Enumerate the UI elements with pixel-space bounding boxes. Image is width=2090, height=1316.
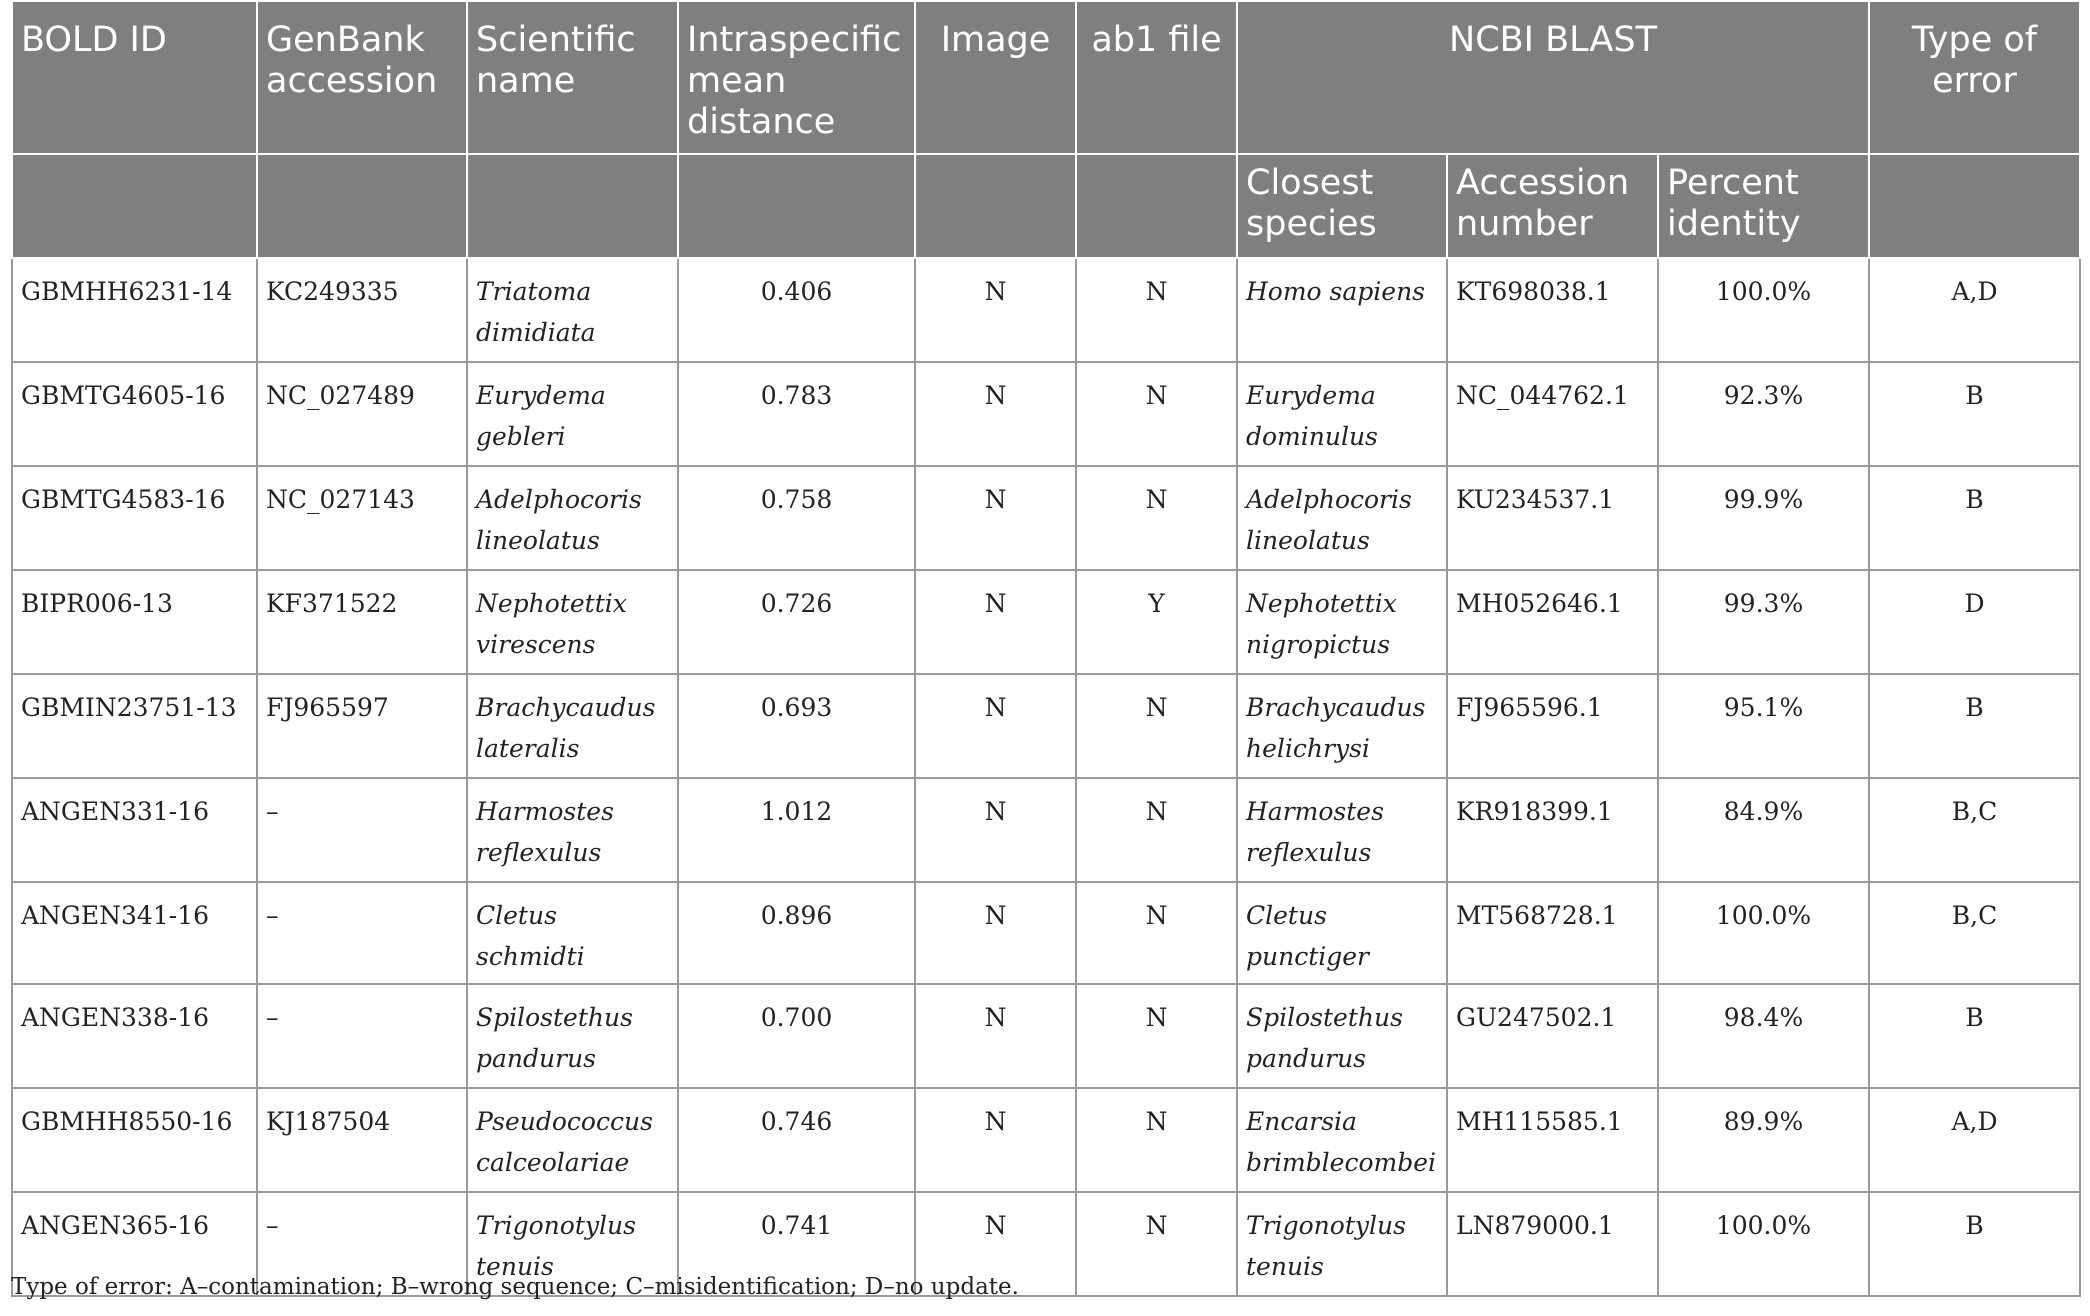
cell-closest-species: Harmostes reflexulus	[1237, 778, 1447, 882]
cell-ab1: N	[1076, 362, 1237, 466]
table-row	[12, 984, 2080, 1088]
cell-closest-species: Encarsia brimblecombei	[1237, 1088, 1447, 1192]
cell-error-type: B	[1869, 674, 2080, 778]
cell-distance: 1.012	[678, 778, 915, 882]
cell-bold-id: GBMTG4605-16	[12, 362, 257, 466]
cell-accession: MH052646.1	[1447, 570, 1658, 674]
cell-genbank: KC249335	[257, 258, 467, 362]
cell-distance: 0.406	[678, 258, 915, 362]
cell-error-type: B	[1869, 1192, 2080, 1296]
cell-accession: KR918399.1	[1447, 778, 1658, 882]
header-empty	[915, 154, 1076, 258]
cell-ab1: N	[1076, 1088, 1237, 1192]
cell-genbank: –	[257, 984, 467, 1088]
table-footnote: Type of error: A–contamination; B–wrong sequence; C–misidentification; D–no update.	[11, 1274, 1019, 1300]
cell-accession: GU247502.1	[1447, 984, 1658, 1088]
cell-accession: FJ965596.1	[1447, 674, 1658, 778]
cell-percent: 84.9%	[1658, 778, 1869, 882]
table-row	[12, 570, 2080, 674]
table-row	[12, 778, 2080, 882]
cell-genbank: –	[257, 1192, 467, 1296]
header-empty	[467, 154, 678, 258]
cell-closest-species: Cletus punctiger	[1237, 882, 1447, 984]
cell-ab1: Y	[1076, 570, 1237, 674]
cell-accession: MT568728.1	[1447, 882, 1658, 984]
data-table-container	[11, 0, 2079, 1297]
cell-error-type: D	[1869, 570, 2080, 674]
header-closest-species: Closest species	[1237, 154, 1447, 258]
cell-distance: 0.896	[678, 882, 915, 984]
cell-closest-species: Brachycaudus helichrysi	[1237, 674, 1447, 778]
cell-scientific-name: Harmostes reflexulus	[467, 778, 678, 882]
cell-bold-id: ANGEN338-16	[12, 984, 257, 1088]
cell-distance: 0.783	[678, 362, 915, 466]
cell-closest-species: Adelphocoris lineolatus	[1237, 466, 1447, 570]
cell-percent: 92.3%	[1658, 362, 1869, 466]
table-header	[12, 1, 2080, 258]
header-scientific-name: Scientific name	[467, 1, 678, 154]
cell-distance: 0.741	[678, 1192, 915, 1296]
header-bold-id: BOLD ID	[12, 1, 257, 154]
cell-genbank: NC_027143	[257, 466, 467, 570]
cell-genbank: FJ965597	[257, 674, 467, 778]
cell-distance: 0.758	[678, 466, 915, 570]
cell-accession: LN879000.1	[1447, 1192, 1658, 1296]
cell-image: N	[915, 674, 1076, 778]
header-accession-number: Accession number	[1447, 154, 1658, 258]
table-row	[12, 882, 2080, 984]
cell-scientific-name: Spilostethus pandurus	[467, 984, 678, 1088]
cell-closest-species: Spilostethus pandurus	[1237, 984, 1447, 1088]
cell-bold-id: GBMHH6231-14	[12, 258, 257, 362]
header-empty	[1076, 154, 1237, 258]
cell-genbank: KF371522	[257, 570, 467, 674]
header-empty	[1869, 154, 2080, 258]
cell-genbank: KJ187504	[257, 1088, 467, 1192]
cell-scientific-name: Nephotettix virescens	[467, 570, 678, 674]
cell-scientific-name: Adelphocoris lineolatus	[467, 466, 678, 570]
cell-ab1: N	[1076, 1192, 1237, 1296]
table-row	[12, 1088, 2080, 1192]
cell-percent: 95.1%	[1658, 674, 1869, 778]
cell-bold-id: ANGEN331-16	[12, 778, 257, 882]
cell-image: N	[915, 984, 1076, 1088]
table-body	[12, 258, 2080, 1296]
cell-percent: 99.9%	[1658, 466, 1869, 570]
cell-scientific-name: Brachycaudus lateralis	[467, 674, 678, 778]
cell-scientific-name: Eurydema gebleri	[467, 362, 678, 466]
cell-bold-id: GBMIN23751-13	[12, 674, 257, 778]
cell-accession: KT698038.1	[1447, 258, 1658, 362]
cell-ab1: N	[1076, 258, 1237, 362]
cell-ab1: N	[1076, 674, 1237, 778]
header-empty	[678, 154, 915, 258]
table-row	[12, 258, 2080, 362]
cell-error-type: B	[1869, 362, 2080, 466]
cell-error-type: B,C	[1869, 778, 2080, 882]
cell-accession: KU234537.1	[1447, 466, 1658, 570]
header-empty	[12, 154, 257, 258]
table-row	[12, 362, 2080, 466]
cell-closest-species: Homo sapiens	[1237, 258, 1447, 362]
cell-scientific-name: Pseudococcus calceolariae	[467, 1088, 678, 1192]
cell-error-type: B	[1869, 984, 2080, 1088]
cell-image: N	[915, 570, 1076, 674]
cell-genbank: –	[257, 778, 467, 882]
cell-ab1: N	[1076, 466, 1237, 570]
cell-closest-species: Eurydema dominulus	[1237, 362, 1447, 466]
cell-distance: 0.693	[678, 674, 915, 778]
cell-bold-id: GBMTG4583-16	[12, 466, 257, 570]
cell-percent: 89.9%	[1658, 1088, 1869, 1192]
cell-image: N	[915, 882, 1076, 984]
header-percent-identity: Percent identity	[1658, 154, 1869, 258]
header-intraspecific: Intraspecific mean distance	[678, 1, 915, 154]
cell-percent: 99.3%	[1658, 570, 1869, 674]
cell-percent: 100.0%	[1658, 1192, 1869, 1296]
cell-distance: 0.746	[678, 1088, 915, 1192]
cell-ab1: N	[1076, 984, 1237, 1088]
cell-image: N	[915, 258, 1076, 362]
cell-error-type: A,D	[1869, 258, 2080, 362]
header-row-1	[12, 1, 2080, 154]
cell-image: N	[915, 362, 1076, 466]
cell-error-type: B	[1869, 466, 2080, 570]
cell-bold-id: BIPR006-13	[12, 570, 257, 674]
header-genbank: GenBank accession	[257, 1, 467, 154]
header-row-2	[12, 154, 2080, 258]
cell-closest-species: Nephotettix nigropictus	[1237, 570, 1447, 674]
header-empty	[257, 154, 467, 258]
cell-ab1: N	[1076, 882, 1237, 984]
cell-percent: 98.4%	[1658, 984, 1869, 1088]
header-ncbi-blast: NCBI BLAST	[1237, 1, 1869, 154]
table-row	[12, 466, 2080, 570]
header-ab1: ab1 file	[1076, 1, 1237, 154]
cell-accession: MH115585.1	[1447, 1088, 1658, 1192]
header-image: Image	[915, 1, 1076, 154]
header-type-of-error: Type of error	[1869, 1, 2080, 154]
cell-genbank: NC_027489	[257, 362, 467, 466]
cell-distance: 0.726	[678, 570, 915, 674]
error-table	[11, 0, 2081, 1297]
cell-error-type: B,C	[1869, 882, 2080, 984]
cell-image: N	[915, 466, 1076, 570]
cell-error-type: A,D	[1869, 1088, 2080, 1192]
cell-accession: NC_044762.1	[1447, 362, 1658, 466]
cell-image: N	[915, 1088, 1076, 1192]
cell-image: N	[915, 778, 1076, 882]
cell-image: N	[915, 1192, 1076, 1296]
cell-genbank: –	[257, 882, 467, 984]
cell-scientific-name: Cletus schmidti	[467, 882, 678, 984]
cell-distance: 0.700	[678, 984, 915, 1088]
cell-percent: 100.0%	[1658, 258, 1869, 362]
cell-bold-id: ANGEN341-16	[12, 882, 257, 984]
cell-percent: 100.0%	[1658, 882, 1869, 984]
cell-scientific-name: Trigonotylus tenuis	[467, 1192, 678, 1296]
cell-bold-id: ANGEN365-16	[12, 1192, 257, 1296]
cell-closest-species: Trigonotylus tenuis	[1237, 1192, 1447, 1296]
cell-scientific-name: Triatoma dimidiata	[467, 258, 678, 362]
cell-bold-id: GBMHH8550-16	[12, 1088, 257, 1192]
table-row	[12, 674, 2080, 778]
cell-ab1: N	[1076, 778, 1237, 882]
